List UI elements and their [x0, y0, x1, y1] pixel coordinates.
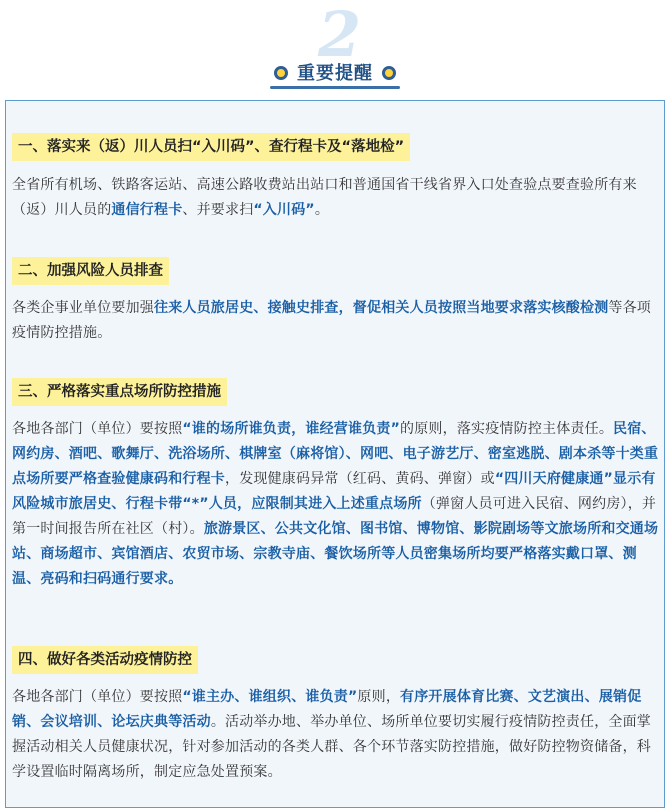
- section-body-1: [12, 173, 662, 223]
- body-text: （弹窗人员可进入民宿、网约房），并第一时间报告所在社区（村）。: [12, 496, 657, 537]
- body-text: 原则，: [357, 689, 401, 705]
- body-text: 全省所有机场、铁路客运站、高速公路收费站出站口和普通国省干线省界入口处查验点要查验所有来（返）川人员的: [12, 177, 637, 218]
- body-text: 。活动举办地、举办单位、场所单位要切实履行疫情防控责任，全面掌握活动相关人员健康状况，针对参加活动的各类人群、各个环节落实防控措施，做好防控物资储备，科学设置临时隔离场所，制定应急处置预案。: [12, 714, 652, 780]
- body-text: 的原则，落实疫情防控主体责任。: [400, 421, 614, 437]
- highlight-text: 旅游景区、公共文化馆、图书馆、博物馆、影院剧场等文旅场所和交通场站、商场超市、宾馆酒店、农贸市场、宗教寺庙、餐饮场所等人员密集场所均要严格落实戴口罩、测温、亮码和扫码通行要求。: [12, 521, 659, 587]
- section-heading-1: 一、落实来（返）川人员扫“入川码”、查行程卡及“落地检”: [12, 133, 410, 161]
- section-body-4: [12, 685, 662, 785]
- header: [0, 0, 670, 100]
- body-text: 各地各部门（单位）要按照: [12, 421, 183, 437]
- highlight-text: “四川天府健康通”显示有风险城市旅居史、行程卡带“*”人员，应限制其进入上述重点场所: [12, 471, 656, 512]
- highlight-text: 通信行程卡: [111, 202, 183, 218]
- page-title: 重要提醒: [297, 63, 373, 84]
- body-text: 各地各部门（单位）要按照: [12, 689, 183, 705]
- body-text: 。: [314, 202, 330, 218]
- body-text: 等各项疫情防控措施。: [12, 300, 652, 341]
- title-underline: [270, 86, 400, 89]
- content-panel: [5, 100, 665, 808]
- title-badge: [270, 56, 400, 90]
- body-text: ，发现健康码异常（红码、黄码、弹窗）或: [225, 471, 495, 487]
- highlight-text: 有序开展体育比赛、文艺演出、展销促销、会议培训、论坛庆典等活动: [12, 689, 642, 730]
- highlight-text: 民宿、网约房、酒吧、歌舞厅、洗浴场所、棋牌室（麻将馆）、网吧、电子游艺厅、密室逃脱、剧本杀等十类重点场所要严格查验健康码和行程卡: [12, 421, 659, 487]
- section-heading-4: 四、做好各类活动疫情防控: [12, 646, 198, 674]
- highlight-text: “谁主办、谁组织、谁负责”: [182, 689, 358, 705]
- highlight-text: 往来人员旅居史、接触史排查，督促相关人员按照当地要求落实核酸检测: [154, 300, 609, 316]
- section-number: 2: [318, 0, 362, 71]
- highlight-text: “谁的场所谁负责，谁经营谁负责”: [182, 421, 401, 437]
- highlight-text: “入川码”: [253, 202, 315, 218]
- section-body-3: [12, 417, 662, 592]
- body-text: 各类企事业单位要加强: [12, 300, 154, 316]
- section-body-2: [12, 296, 662, 346]
- section-heading-3: 三、严格落实重点场所防控措施: [12, 378, 227, 406]
- section-heading-2: 二、加强风险人员排查: [12, 257, 169, 285]
- body-text: 、并要求扫: [182, 202, 254, 218]
